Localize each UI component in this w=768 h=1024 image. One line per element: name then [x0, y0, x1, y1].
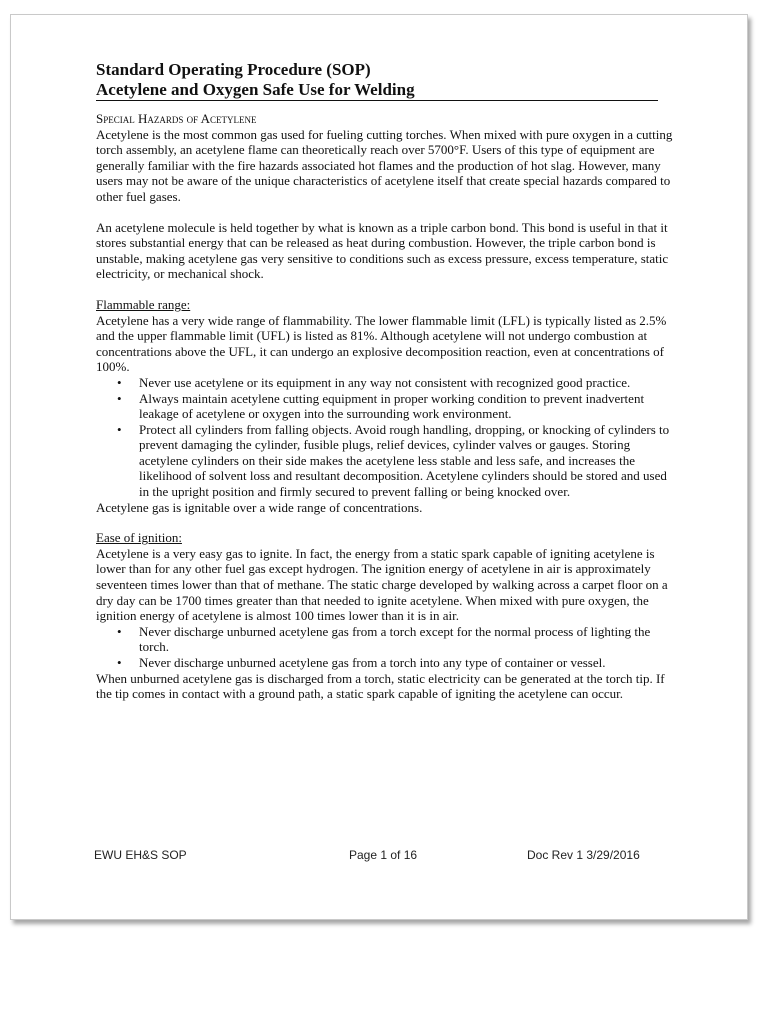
ease-of-ignition-paragraph: Acetylene is a very easy gas to ignite. In fact, the energy from a static spark capable of igniting acetylene is lower than for any other fuel gas except hydrogen. The ignition energy of acetylene in air is approximately seventeen times lower than that of methane. The static charge developed by walking across a carpet floor on a dry day can be 1700 times greater than that needed to ignite acetylene. When mixed with pure oxygen, the ignition energy of acetylene is almost 100 times lower than it is in air.: [96, 545, 668, 624]
ease-of-ignition-list: [96, 624, 676, 671]
flammable-range-paragraph: Acetylene has a very wide range of flammability. The lower flammable limit (LFL) is typically listed as 2.5% and the upper flammable limit (UFL) is listed as 81%. Although acetylene will not undergo combustion at concentrations above the UFL, it can undergo an explosive decomposition reaction, even at concentrations of 100%.: [96, 312, 667, 375]
bullet-icon: •: [117, 623, 122, 639]
document-title-line1: Standard Operating Procedure (SOP): [96, 60, 371, 79]
bullet-icon: •: [117, 421, 122, 437]
list-item: • Never use acetylene or its equipment in any way not consistent with recognized good practice.: [117, 374, 631, 390]
list-item: • Protect all cylinders from falling objects. Avoid rough handling, dropping, or knocking of cylinders to prevent damaging the cylinder, fusible plugs, relief devices, cylinder valves or gauges. Storing acetylene cylinders on their side makes the acetylene less stable and less safe, and increases the likelihood of solvent loss and resultant decomposition. Acetylene cylinders should be stored and used in the upright position and firmly secured to prevent falling or being knocked over.: [117, 421, 670, 500]
footer-doc-name: EWU EH&S SOP: [94, 848, 187, 862]
document-page: [10, 14, 748, 920]
bullet-icon: •: [117, 390, 122, 406]
ease-of-ignition-heading: Ease of ignition:: [96, 530, 182, 546]
section-heading: Special Hazards of Acetylene: [96, 111, 257, 126]
molecule-paragraph: An acetylene molecule is held together by what is known as a triple carbon bond. This bond is useful in that it stores substantial energy that can be released as heat during combustion. However, the triple carbon bond is unstable, making acetylene gas very sensitive to conditions such as excess pressure, excess temperature, static electricity, or mechanical shock.: [96, 219, 669, 282]
flammable-range-list: [96, 375, 676, 500]
list-item: • Always maintain acetylene cutting equipment in proper working condition to prevent inadvertent leakage of acetylene or oxygen into the surrounding work environment.: [117, 390, 645, 422]
footer-revision: Doc Rev 1 3/29/2016: [527, 848, 640, 862]
page-footer: [94, 848, 654, 866]
flammable-range-heading: Flammable range:: [96, 296, 191, 312]
ease-of-ignition-closing: When unburned acetylene gas is discharged from a torch, static electricity can be generated at the torch tip. If the tip comes in contact with a ground path, a static spark capable of igniting the acetylene can occur.: [96, 670, 665, 702]
footer-page-number: Page 1 of 16: [349, 848, 418, 862]
flammable-range-closing: Acetylene gas is ignitable over a wide range of concentrations.: [96, 499, 423, 515]
document-title-line2: Acetylene and Oxygen Safe Use for Welding: [96, 80, 658, 101]
bullet-icon: •: [117, 655, 122, 670]
intro-paragraph: Acetylene is the most common gas used for fueling cutting torches. When mixed with pure oxygen in a cutting torch assembly, an acetylene flame can theoretically reach over 5700°F. Users of this type of equipment are generally familiar with the fire hazards associated hot flames and the production of hot slag. However, many users may not be aware of the unique characteristics of acetylene itself that create special hazards compared to other fuel gases.: [96, 126, 673, 204]
bullet-icon: •: [117, 374, 122, 390]
page-content: [96, 60, 676, 702]
list-item: • Never discharge unburned acetylene gas from a torch into any type of container or vessel.: [117, 655, 606, 670]
list-item: • Never discharge unburned acetylene gas from a torch except for the normal process of lighting the torch.: [117, 623, 651, 655]
